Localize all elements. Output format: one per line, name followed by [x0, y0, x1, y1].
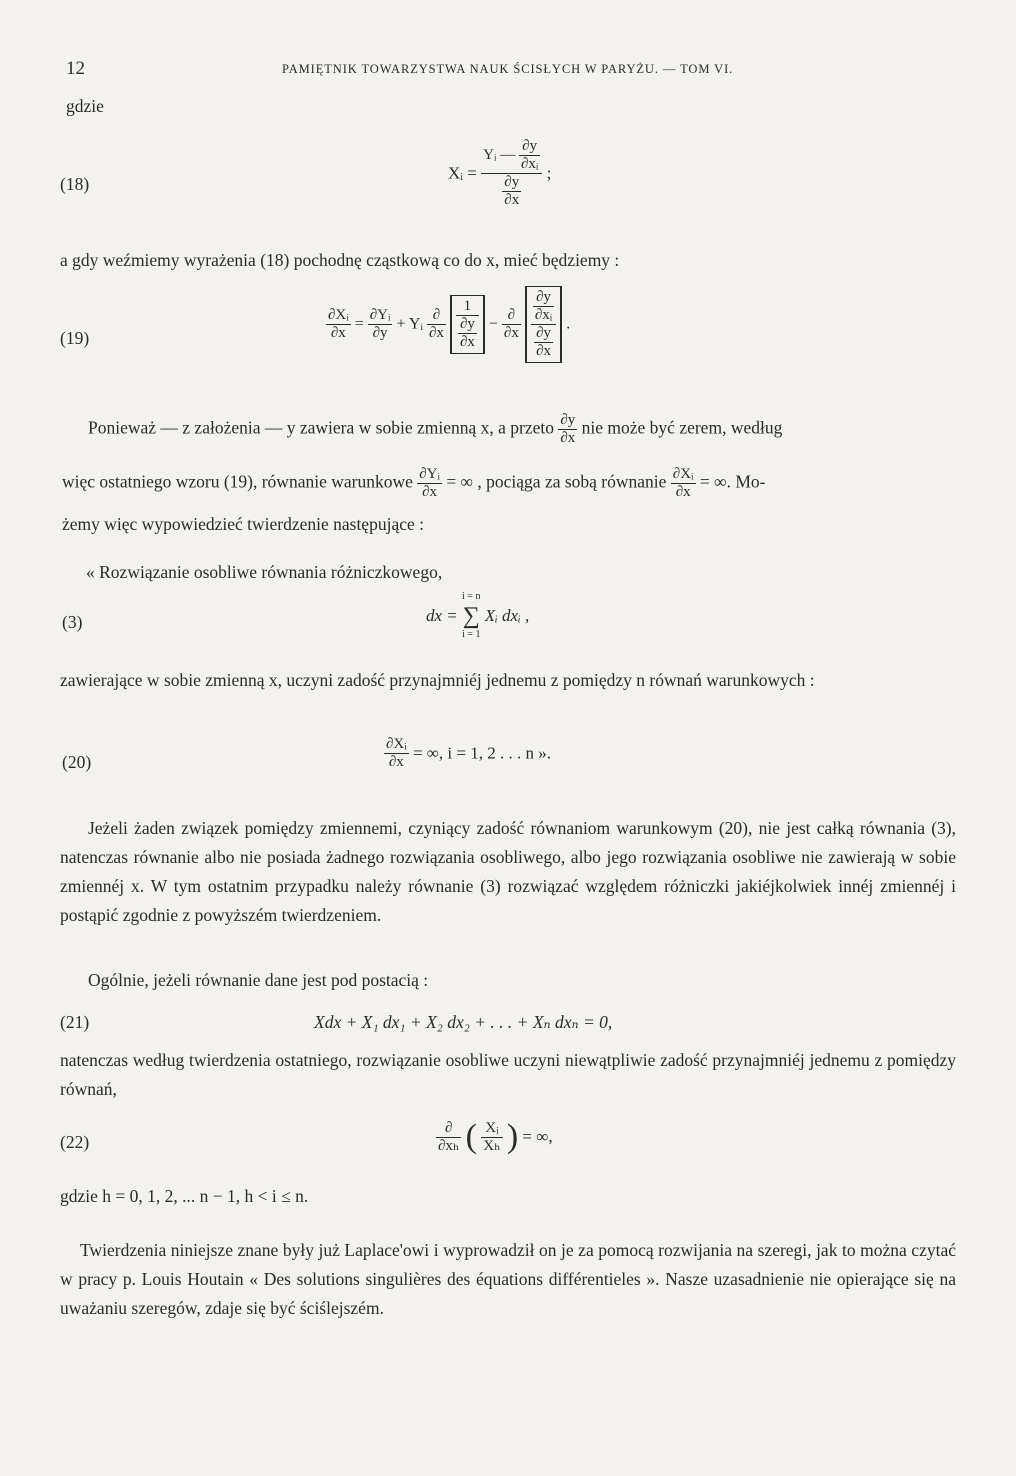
eq19-label: (19) [60, 328, 90, 348]
eq19-term4 [502, 307, 521, 342]
eq3-sum-top: i = n [462, 591, 481, 602]
eq19-t4-den: ∂x [503, 325, 519, 341]
eq3-rhs: Xᵢ dxᵢ , [484, 606, 530, 625]
eq22-op [436, 1120, 461, 1155]
para-a-gdy: a gdy weźmiemy wyrażenia (18) pochodnę cząstkową co do x, mieć będziemy : [60, 250, 620, 270]
eq21-label: (21) [60, 1012, 90, 1032]
eq19-tail: . [566, 315, 571, 333]
para-zawierajace: zawierające w sobie zmienną x, uczyni zadość przynajmniéj jednemu z pomiędzy n równań warunkowych : [60, 670, 815, 690]
para-wiec [62, 466, 957, 501]
inline-dy: ∂y [560, 412, 576, 428]
eq22-paren-num: Xᵢ [481, 1120, 502, 1138]
eq18-num-y: Yᵢ — [483, 146, 516, 163]
eq20-frac [384, 736, 409, 771]
eq18-den-frac [502, 174, 521, 209]
eq19-b1-frac [456, 298, 479, 351]
eq19-b2-b-den: ∂x [536, 343, 551, 359]
eq19-b2-b-num: ∂y [536, 325, 551, 341]
eq3-label: (3) [62, 612, 83, 632]
eq19-t4-num: ∂ [502, 307, 521, 325]
para-natenczas: natenczas według twierdzenia ostatniego, rozwiązanie osobliwe uczyni niewątpliwie zadość przynajmniéj jednemu z pomiędzy równań, [60, 1050, 956, 1099]
eq19-t3-num: ∂ [427, 307, 446, 325]
eq21: Xdx + X₁ dx₁ + X₂ dx₂ + . . . + Xₙ dxₙ = 0, [314, 1012, 613, 1032]
para-poniewaz [88, 412, 958, 447]
eq18-dxi: ∂xᵢ [520, 156, 539, 172]
eq19-bracket1 [450, 295, 485, 354]
eq18-lhs: Xᵢ = [448, 163, 477, 183]
para-jezeli: Jeżeli żaden związek pomiędzy zmiennemi, czyniący zadość równaniom warunkowym (20), nie jest całką równania (3), natenczas równanie albo nie posiada żadnego rozwiązania osobliwego, albo jego rozwiązania osobliwe nie zawierają w sobie zmiennéj x. W tym ostatnim przypadku należy równanie (3) rozwiązać względem różniczki jakiéjkolwiek innéj zmiennéj i postąpić zgodnie z powyższém twierdzeniem. [60, 818, 956, 925]
para-twierdzenia: Twierdzenia niniejsze znane były już Laplace'owi i wyprowadził on je za pomocą rozwijania na szeregi, jak to można czytać w pracy p. Louis Houtain « Des solutions singulières des équations différentieles ». Nasze uzasadnienie nie opierające się na uważaniu szeregów, zdaje się być ściślejszém. [60, 1240, 956, 1318]
eq19-b2-a [533, 289, 554, 324]
wiec-text-a: więc ostatniego wzoru (19), równanie warunkowe [62, 471, 413, 492]
eq3-sum [462, 590, 480, 642]
wiec-text-c: = ∞. Mo- [699, 471, 766, 492]
eq19-bracket2 [525, 286, 562, 363]
eq18-numerator [481, 138, 542, 174]
page-number: 12 [66, 58, 85, 79]
wiec-text-b: = ∞ , pociąga za sobą równanie [446, 471, 667, 492]
eq20 [384, 736, 551, 771]
word-gdzie: gdzie [66, 96, 104, 116]
eq18-label: (18) [60, 174, 90, 194]
eq3-lhs: dx = [426, 606, 458, 625]
para-quote: « Rozwiązanie osobliwe równania różniczkowego, [86, 562, 443, 582]
inline-dx: ∂x [560, 430, 576, 446]
eq19-b2-den [531, 325, 556, 360]
eq18-tail: ; [546, 163, 552, 183]
eq22-rhs: = ∞, [522, 1127, 553, 1146]
running-head [66, 58, 956, 82]
eq19-plus: + Yᵢ [396, 315, 424, 333]
eq19-minus: − [488, 315, 498, 333]
eq20-label: (20) [62, 752, 92, 772]
inline-dYi-den: ∂x [422, 484, 438, 500]
inline-dXi: ∂Xᵢ [672, 466, 694, 482]
eq18-den-dy: ∂y [504, 174, 520, 190]
eq19-t1-num: ∂Xᵢ [328, 307, 349, 323]
eq18-dy: ∂y [519, 138, 540, 156]
eq19-b2-a-num: ∂y [533, 289, 554, 307]
eq19-b2-frac [531, 289, 556, 360]
eq22-paren-frac [481, 1120, 502, 1155]
eq22-open-paren: ( [465, 1118, 477, 1155]
eq19-eq: = [354, 315, 364, 333]
eq19-b1-num: 1 [456, 298, 479, 316]
eq22-paren-den: Xₕ [483, 1137, 501, 1154]
eq19-b1-inner [458, 316, 477, 351]
eq18-num-frac [519, 138, 540, 173]
eq19-b1-den [456, 316, 479, 351]
eq19-b2-num [531, 289, 556, 325]
journal-title: PAMIĘTNIK TOWARZYSTWA NAUK ŚCISŁYCH W PARYŻU. — TOM VI. [282, 62, 734, 76]
eq18-den-dx: ∂x [504, 192, 520, 208]
eq20-rhs: = ∞, i = 1, 2 . . . n ». [412, 743, 551, 763]
eq19-b1-inner-den: ∂x [459, 334, 475, 350]
inline-dYi-dx [417, 466, 442, 501]
eq20-den: ∂x [388, 754, 404, 770]
eq3-sigma: ∑ [462, 603, 480, 629]
eq19-term3 [427, 307, 446, 342]
eq3-sum-bottom: i = 1 [462, 629, 481, 640]
eq19-b2-a-den: ∂xᵢ [534, 307, 553, 323]
inline-dXi-den: ∂x [675, 484, 691, 500]
inline-dYi: ∂Yᵢ [419, 466, 440, 482]
eq22-op-den: ∂xₕ [438, 1137, 460, 1154]
eq18-denominator [481, 174, 542, 209]
eq19-b2-b [534, 325, 553, 360]
eq3 [426, 590, 529, 642]
eq19-t1-den: ∂x [330, 325, 346, 341]
para-zemy: żemy więc wypowiedzieć twierdzenie następujące : [62, 514, 424, 534]
eq19-t2-den: ∂y [372, 325, 388, 341]
inline-dXi-dx [671, 466, 696, 501]
para-gdzie2: gdzie h = 0, 1, 2, ... n − 1, h < i ≤ n. [60, 1186, 309, 1206]
eq20-num: ∂Xᵢ [386, 736, 407, 752]
eq19-term1 [326, 307, 351, 342]
eq19-t2-num: ∂Yᵢ [369, 307, 391, 323]
eq22 [436, 1118, 553, 1156]
eq19-term2 [368, 307, 393, 342]
eq22-close-paren: ) [506, 1118, 519, 1155]
eq19 [326, 286, 570, 363]
para-ogolnie: Ogólnie, jeżeli równanie dane jest pod postacią : [88, 970, 429, 990]
inline-dy-dx [558, 412, 577, 447]
eq18-fraction [481, 138, 542, 209]
eq19-b1-inner-num: ∂y [459, 316, 475, 332]
eq18 [448, 138, 551, 209]
eq19-t3-den: ∂x [429, 325, 444, 341]
poniewaz-text-b: nie może być zerem, według [581, 417, 783, 438]
eq22-op-num: ∂ [436, 1120, 461, 1138]
poniewaz-text-a: Ponieważ — z założenia — y zawiera w sobie zmienną x, a przeto [88, 417, 554, 438]
eq22-label: (22) [60, 1132, 90, 1152]
